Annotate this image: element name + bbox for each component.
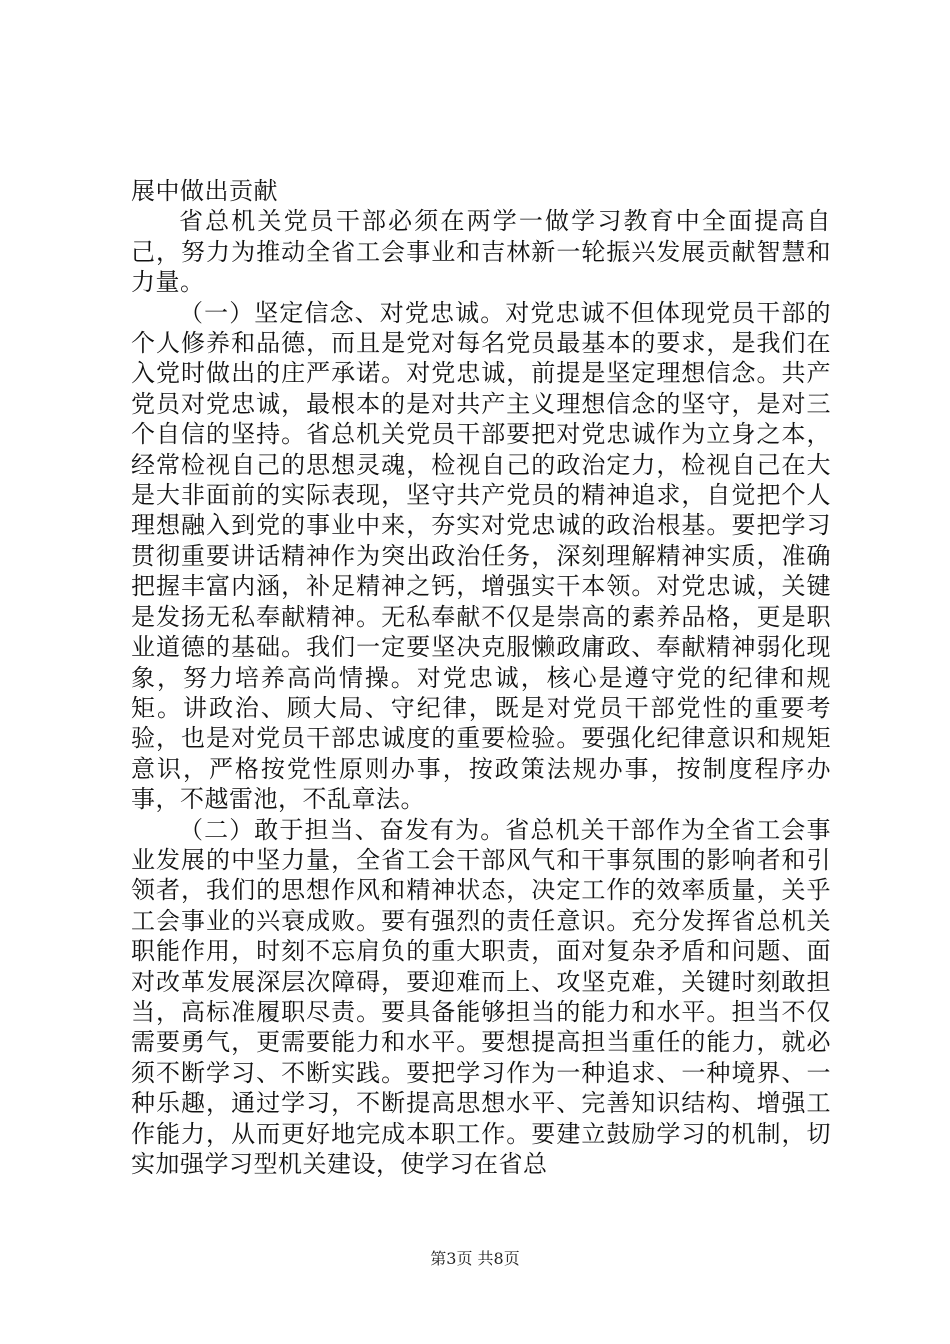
paragraph-section-two: （二）敢于担当、奋发有为。省总机关干部作为全省工会事业发展的中坚力量，全省工会干部风气和干事氛围的影响者和引领者，我们的思想作风和精神状态，决定工作的效率质量，关乎工会事业的兴衰成败。要有强烈的责任意识。充分发挥省总机关职能作用，时刻不忘肩负的重大职责，面对复杂矛盾和问题、面对改革发展深层次障碍，要迎难而上、攻坚克难，关键时刻敢担当，高标准履职尽责。要具备能够担当的能力和水平。担当不仅需要勇气，更需要能力和水平。要想提高担当重任的能力，就必须不断学习、不断实践。要把学习作为一种追求、一种境界、一种乐趣，通过学习，不断提高思想水平、完善知识结构、增强工作能力，从而更好地完成本职工作。要建立鼓励学习的机制，切实加强学习型机关建设，使学习在省总	[131, 815, 831, 1178]
paragraph-continuation: 展中做出贡献	[131, 177, 278, 205]
document-body	[131, 176, 831, 1179]
paragraph-intro: 省总机关党员干部必须在两学一做学习教育中全面提高自己，努力为推动全省工会事业和吉林新一轮振兴发展贡献智慧和力量。	[131, 207, 831, 297]
page-number-footer: 第3页 共8页	[430, 1249, 520, 1268]
paragraph-section-one: （一）坚定信念、对党忠诚。对党忠诚不但体现党员干部的个人修养和品德，而且是党对每名党员最基本的要求，是我们在入党时做出的庄严承诺。对党忠诚，前提是坚定理想信念。共产党员对党忠诚，最根本的是对共产主义理想信念的坚守，是对三个自信的坚持。省总机关党员干部要把对党忠诚作为立身之本，经常检视自己的思想灵魂，检视自己的政治定力，检视自己在大是大非面前的实际表现，坚守共产党员的精神追求，自觉把个人理想融入到党的事业中来，夯实对党忠诚的政治根基。要把学习贯彻重要讲话精神作为突出政治任务，深刻理解精神实质，准确把握丰富内涵，补足精神之钙，增强实干本领。对党忠诚，关键是发扬无私奉献精神。无私奉献不仅是崇高的素养品格，更是职业道德的基础。我们一定要坚决克服懒政庸政、奉献精神弱化现象，努力培养高尚情操。对党忠诚，核心是遵守党的纪律和规矩。讲政治、顾大局、守纪律，既是对党员干部党性的重要考验，也是对党员干部忠诚度的重要检验。要强化纪律意识和规矩意识，严格按党性原则办事，按政策法规办事，按制度程序办事，不越雷池，不乱章法。	[131, 298, 831, 814]
